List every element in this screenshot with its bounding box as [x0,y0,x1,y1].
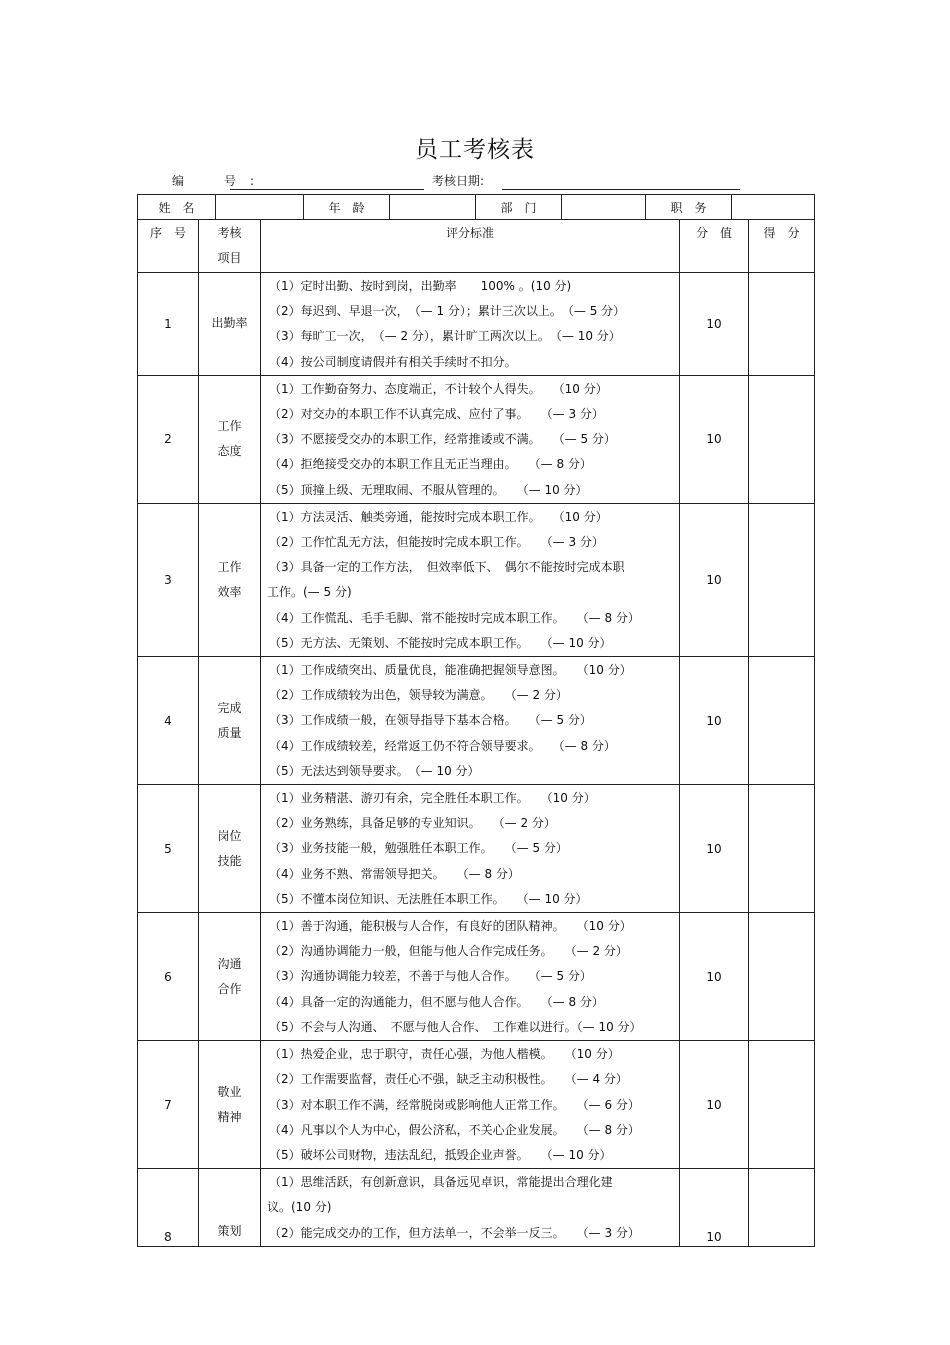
table-row [138,785,815,913]
row-score: 10 [680,503,749,656]
row-item: 完成 质量 [199,657,261,785]
row-criteria [261,273,680,376]
row-criteria [261,785,680,913]
row-item: 工作 效率 [199,503,261,656]
row-score: 10 [680,657,749,785]
criteria-line: （4）工作慌乱、毛手毛脚、常不能按时完成本职工作。 （— 8 分） [269,610,640,625]
dept-label: 部 门 [476,195,562,220]
row-seq: 4 [138,657,199,785]
row-score: 10 [680,273,749,376]
criteria-line: （1）工作成绩突出、质量优良，能准确把握领导意图。 （10 分） [269,663,632,678]
row-got-field[interactable] [749,503,815,656]
criteria-line: （3）每旷工一次， （— 2 分），累计旷工两次以上。 （— 10 分） [269,329,621,344]
meta-row [0,172,950,192]
criteria-line: （2）对交办的本职工作不认真完成、应付了事。 （— 3 分） [269,407,604,422]
age-label: 年 龄 [304,195,390,220]
position-field[interactable] [732,195,815,220]
row-item: 策划 [199,1169,261,1247]
criteria-line: （1）善于沟通，能积极与人合作，有良好的团队精神。 （10 分） [269,919,632,934]
row-got-field[interactable] [749,913,815,1041]
name-label: 姓 名 [138,195,216,220]
criteria-line: （3）具备一定的工作方法， 但效率低下、 偶尔不能按时完成本职 [269,560,625,575]
seq-header: 序 号 [138,220,199,273]
criteria-line: （4）按公司制度请假并有相关手续时不扣分。 [269,354,517,369]
criteria-line: （1）业务精湛、游刃有余，完全胜任本职工作。 （10 分） [269,791,596,806]
row-seq: 3 [138,503,199,656]
assessment-table [137,219,815,1247]
criteria-line: （1）定时出勤、按时到岗，出勤率 100% 。(10 分) [269,279,572,293]
table-row [138,1041,815,1169]
position-label: 职 务 [646,195,732,220]
criteria-line: （4）具备一定的沟通能力，但不愿与他人合作。 （— 8 分） [269,994,604,1009]
criteria-line: （4）工作成绩较差，经常返工仍不符合领导要求。 （— 8 分） [269,738,616,753]
criteria-line: （4）业务不熟、常需领导把关。 （— 8 分） [269,866,520,881]
number-label: 编 号: [172,174,269,188]
row-item: 出勤率 [199,273,261,376]
table-row [138,657,815,785]
row-criteria [261,913,680,1041]
criteria-line: （1）工作勤奋努力、态度端正，不计较个人得失。 （10 分） [269,381,608,396]
row-seq: 8 [138,1169,199,1247]
criteria-line: （2）工作成绩较为出色，领导较为满意。 （— 2 分） [269,688,568,703]
criteria-line: （4）拒绝接受交办的本职工作且无正当理由。 （— 8 分） [269,457,592,472]
criteria-line: 工作。(— 5 分) [267,585,352,600]
dept-field[interactable] [562,195,646,220]
row-item: 工作 态度 [199,375,261,503]
row-score: 10 [680,1169,749,1247]
number-field[interactable] [230,189,424,190]
row-got-field[interactable] [749,785,815,913]
criteria-line: （1）热爱企业，忠于职守，责任心强，为他人楷模。 （10 分） [269,1047,620,1062]
age-field[interactable] [390,195,476,220]
criteria-line: （1）方法灵活、触类旁通，能按时完成本职工作。 （10 分） [269,509,608,524]
table-row [138,503,815,656]
row-score: 10 [680,1041,749,1169]
row-got-field[interactable] [749,273,815,376]
row-got-field[interactable] [749,1169,815,1247]
criteria-line: （5）无方法、无策划、不能按时完成本职工作。 （— 10 分） [269,635,612,650]
table-row [138,1169,815,1247]
row-criteria [261,503,680,656]
row-seq: 5 [138,785,199,913]
row-criteria [261,657,680,785]
criteria-line: （5）无法达到领导要求。 （— 10 分） [269,763,480,778]
table-row [138,913,815,1041]
row-seq: 6 [138,913,199,1041]
row-criteria [261,1169,680,1247]
criteria-line: （3）沟通协调能力较差，不善于与他人合作。 （— 5 分） [269,969,592,984]
row-criteria [261,1041,680,1169]
page-title: 员工考核表 [415,137,535,163]
header-row [138,220,815,273]
criteria-line: （5）破坏公司财物，违法乱纪，抵毁企业声誉。 （— 10 分） [269,1147,612,1162]
row-seq: 1 [138,273,199,376]
criteria-line: （2）能完成交办的工作，但方法单一，不会举一反三。 （— 3 分） [269,1225,640,1240]
criteria-line: （2）工作需要监督，责任心不强，缺乏主动积极性。 （— 4 分） [269,1072,628,1087]
date-field[interactable] [502,189,740,190]
criteria-line: （3）业务技能一般，勉强胜任本职工作。 （— 5 分） [269,841,568,856]
row-got-field[interactable] [749,657,815,785]
criteria-line: （5）不懂本岗位知识、无法胜任本职工作。 （— 10 分） [269,891,588,906]
criteria-line: （3）不愿接受交办的本职工作，经常推诿或不满。 （— 5 分） [269,432,616,447]
table-row [138,375,815,503]
info-table [137,194,815,220]
row-item: 沟通 合作 [199,913,261,1041]
row-seq: 7 [138,1041,199,1169]
row-item: 岗位 技能 [199,785,261,913]
got-header: 得 分 [749,220,815,273]
date-label: 考核日期: [432,174,485,188]
criteria-line: （2）沟通协调能力一般，但能与他人合作完成任务。 （— 2 分） [269,944,628,959]
criteria-line: （5）顶撞上级、无理取闹、不服从管理的。 （— 10 分） [269,482,588,497]
criteria-line: （4）凡事以个人为中心，假公济私，不关心企业发展。 （— 8 分） [269,1122,640,1137]
table-row [138,273,815,376]
row-item: 敬业 精神 [199,1041,261,1169]
criteria-line: （2）工作忙乱无方法，但能按时完成本职工作。 （— 3 分） [269,535,604,550]
criteria-line: （2）每迟到、早退一次， （— 1 分）；累计三次以上。 （— 5 分） [269,304,626,319]
criteria-line: （3）对本职工作不满，经常脱岗或影响他人正常工作。 （— 6 分） [269,1097,640,1112]
criteria-header: 评分标准 [261,220,680,273]
row-got-field[interactable] [749,1041,815,1169]
criteria-line: 议。(10 分) [267,1200,332,1215]
row-criteria [261,375,680,503]
row-score: 10 [680,785,749,913]
criteria-line: （5）不会与人沟通、 不愿与他人合作、 工作难以进行。（— 10 分） [269,1019,642,1034]
row-seq: 2 [138,375,199,503]
item-header: 考核 项目 [199,220,261,273]
row-score: 10 [680,913,749,1041]
row-got-field[interactable] [749,375,815,503]
criteria-line: （1）思维活跃，有创新意识，具备远见卓识，常能提出合理化建 [269,1175,613,1190]
row-score: 10 [680,375,749,503]
criteria-line: （3）工作成绩一般，在领导指导下基本合格。 （— 5 分） [269,713,592,728]
criteria-line: （2）业务熟练，具备足够的专业知识。 （— 2 分） [269,816,556,831]
score-header: 分 值 [680,220,749,273]
name-field[interactable] [216,195,304,220]
